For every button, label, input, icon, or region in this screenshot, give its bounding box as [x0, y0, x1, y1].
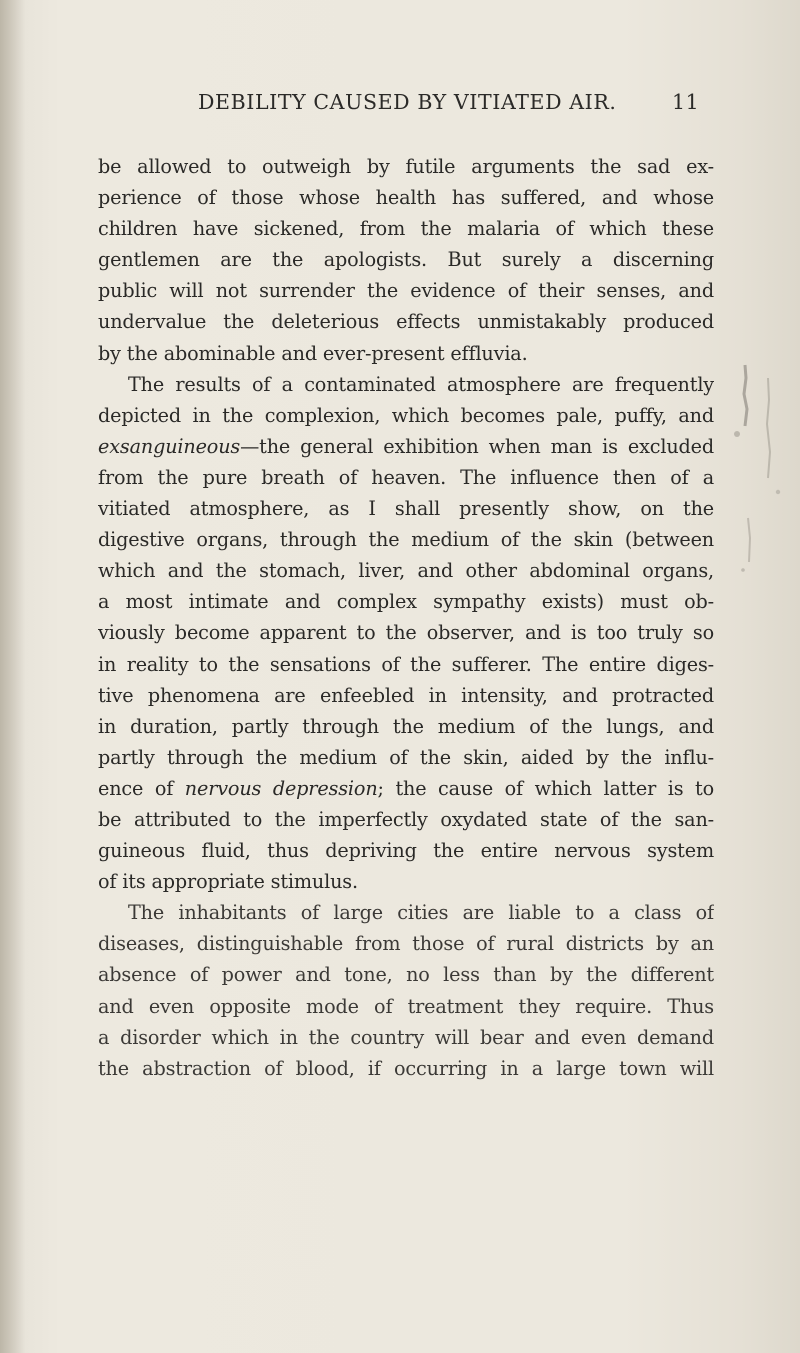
- text-line: [98, 431, 714, 462]
- text-line: [98, 773, 714, 804]
- text-line: of its appropriate stimulus.: [98, 870, 358, 894]
- text-line: absence of power and tone, no less than by the different: [98, 963, 714, 987]
- text-line: and even opposite mode of treatment they require. Thus: [98, 994, 714, 1018]
- italic-term: exsanguineous: [98, 434, 241, 458]
- text-line: be allowed to outweigh by futile arguments the sad ex-: [98, 155, 714, 178]
- page-header: [0, 90, 800, 122]
- italic-term: nervous depression: [184, 776, 378, 800]
- running-head: DEBILITY CAUSED BY VITIATED AIR.: [198, 90, 617, 114]
- text-line: which and the stomach, liver, and other abdominal organs,: [98, 559, 714, 583]
- binding-shadow: [0, 0, 26, 1353]
- text-line: depicted in the complexion, which becomes pale, puffy, and: [98, 403, 714, 427]
- text-line: The inhabitants of large cities are liable to a class of: [128, 901, 714, 925]
- text-line: tive phenomena are enfeebled in intensity, and protracted: [98, 683, 714, 707]
- text-line: in duration, partly through the medium of the lungs, and: [98, 714, 714, 738]
- text-line: undervalue the deleterious effects unmistakably produced: [98, 310, 714, 334]
- text-line: the abstraction of blood, if occurring in a large town will: [98, 1056, 714, 1080]
- margin-stains: [725, 360, 793, 600]
- text-line: a most intimate and complex sympathy exists) must ob-: [98, 590, 714, 614]
- page-number: 11: [672, 90, 700, 114]
- body-text: [98, 151, 714, 1084]
- line-fragment: —the general exhibition when man is excluded: [240, 434, 714, 458]
- text-line: viously become apparent to the observer, and is too truly so: [98, 621, 714, 645]
- text-line: public will not surrender the evidence of their senses, and: [98, 279, 714, 303]
- text-line: partly through the medium of the skin, aided by the influ-: [98, 745, 714, 769]
- text-line: guineous fluid, thus depriving the entire nervous system: [98, 839, 714, 863]
- line-fragment: ; the cause of which latter is to: [377, 776, 714, 800]
- text-line: The results of a contaminated atmosphere are frequently: [128, 372, 714, 396]
- text-line: gentlemen are the apologists. But surely a discerning: [98, 248, 714, 272]
- text-line: a disorder which in the country will bear and even demand: [98, 1025, 714, 1049]
- text-line: in reality to the sensations of the sufferer. The entire diges-: [98, 652, 714, 676]
- text-line: be attributed to the imperfectly oxydated state of the san-: [98, 807, 714, 831]
- text-line: from the pure breath of heaven. The influence then of a: [98, 465, 714, 489]
- text-line: children have sickened, from the malaria of which these: [98, 217, 714, 241]
- text-line: diseases, distinguishable from those of rural districts by an: [98, 932, 714, 956]
- text-line: digestive organs, through the medium of the skin (between: [98, 528, 714, 552]
- text-line: perience of those whose health has suffered, and whose: [98, 186, 714, 210]
- text-line: vitiated atmosphere, as I shall presently show, on the: [98, 497, 714, 521]
- line-fragment: ence of: [98, 776, 185, 800]
- text-line: by the abominable and ever-present effluvia.: [98, 341, 528, 365]
